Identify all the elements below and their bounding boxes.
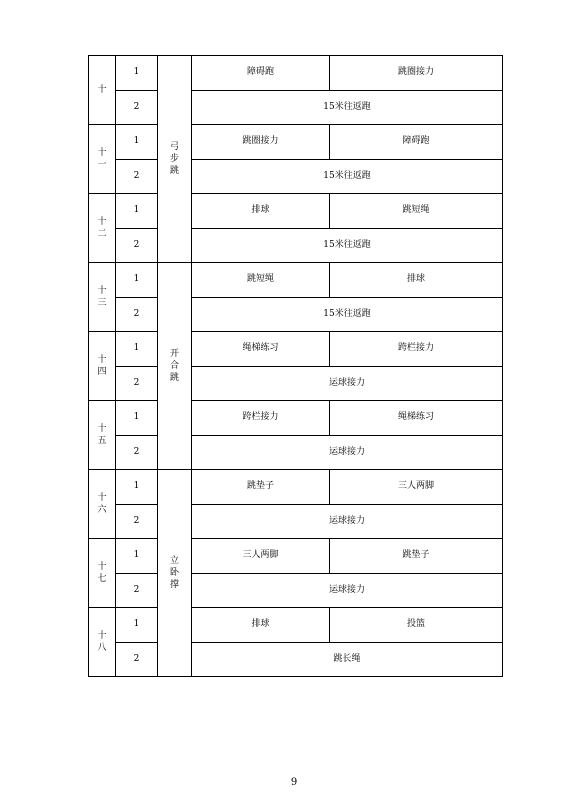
lesson-number: 1 [116,539,158,574]
activity-cell: 跨栏接力 [192,401,330,436]
activity-cell: 15米往返跑 [192,90,503,125]
lesson-number: 2 [116,159,158,194]
week-cell [89,194,116,263]
week-cell [89,401,116,470]
activity-cell: 三人两脚 [192,539,330,574]
activity-cell: 15米往返跑 [192,159,503,194]
activity-cell: 15米往返跑 [192,297,503,332]
warmup-cell [158,56,192,263]
activity-cell: 跳短绳 [192,263,330,298]
activity-cell: 三人两脚 [330,470,503,505]
week-cell [89,608,116,677]
activity-cell: 排球 [192,194,330,229]
lesson-number: 2 [116,90,158,125]
lesson-row [89,539,503,574]
week-label: 十七 [97,561,107,584]
warmup-label: 立卧撑 [170,555,180,591]
lesson-row [89,125,503,160]
activity-cell: 跳圈接力 [330,56,503,91]
warmup-label: 弓步跳 [170,141,180,177]
lesson-number: 1 [116,608,158,643]
activity-cell: 跳短绳 [330,194,503,229]
activity-cell: 投篮 [330,608,503,643]
warmup-cell [158,470,192,677]
lesson-row [89,435,503,470]
lesson-row [89,332,503,367]
lesson-number: 1 [116,332,158,367]
lesson-number: 1 [116,194,158,229]
lesson-number: 2 [116,642,158,677]
activity-cell: 障碍跑 [330,125,503,160]
activity-cell: 跳垫子 [330,539,503,574]
activity-cell: 15米往返跑 [192,228,503,263]
activity-cell: 排球 [192,608,330,643]
lesson-row [89,263,503,298]
week-cell [89,470,116,539]
lesson-row [89,401,503,436]
lesson-number: 2 [116,435,158,470]
lesson-row [89,56,503,91]
week-label: 十八 [97,630,107,653]
week-cell [89,125,116,194]
lesson-row [89,470,503,505]
week-cell [89,539,116,608]
lesson-row [89,573,503,608]
page-number: 9 [290,777,298,788]
activity-cell: 障碍跑 [192,56,330,91]
week-cell [89,332,116,401]
lesson-number: 2 [116,573,158,608]
activity-cell: 运球接力 [192,366,503,401]
lesson-row [89,642,503,677]
week-cell [89,56,116,125]
week-label: 十四 [97,354,107,377]
lesson-row [89,228,503,263]
activity-cell: 运球接力 [192,435,503,470]
lesson-row [89,608,503,643]
week-label: 十 [97,84,107,95]
activity-cell: 跳圈接力 [192,125,330,160]
activity-cell: 绳梯练习 [192,332,330,367]
lesson-number: 2 [116,297,158,332]
activity-cell: 运球接力 [192,573,503,608]
warmup-label: 开合跳 [170,348,180,384]
lesson-number: 1 [116,401,158,436]
activity-cell: 绳梯练习 [330,401,503,436]
schedule-table [88,55,503,677]
week-label: 十五 [97,423,107,446]
lesson-number: 2 [116,228,158,263]
lesson-number: 1 [116,125,158,160]
activity-cell: 跨栏接力 [330,332,503,367]
week-label: 十六 [97,492,107,515]
lesson-row [89,90,503,125]
activity-cell: 运球接力 [192,504,503,539]
lesson-row [89,297,503,332]
lesson-number: 1 [116,56,158,91]
lesson-number: 1 [116,470,158,505]
week-label: 十一 [97,147,107,170]
week-label: 十二 [97,216,107,239]
lesson-number: 2 [116,504,158,539]
lesson-row [89,504,503,539]
lesson-row [89,194,503,229]
lesson-row [89,159,503,194]
lesson-number: 1 [116,263,158,298]
activity-cell: 跳长绳 [192,642,503,677]
lesson-number: 2 [116,366,158,401]
activity-cell: 跳垫子 [192,470,330,505]
warmup-cell [158,263,192,470]
week-cell [89,263,116,332]
schedule-body [89,56,503,677]
activity-cell: 排球 [330,263,503,298]
week-label: 十三 [97,285,107,308]
lesson-row [89,366,503,401]
